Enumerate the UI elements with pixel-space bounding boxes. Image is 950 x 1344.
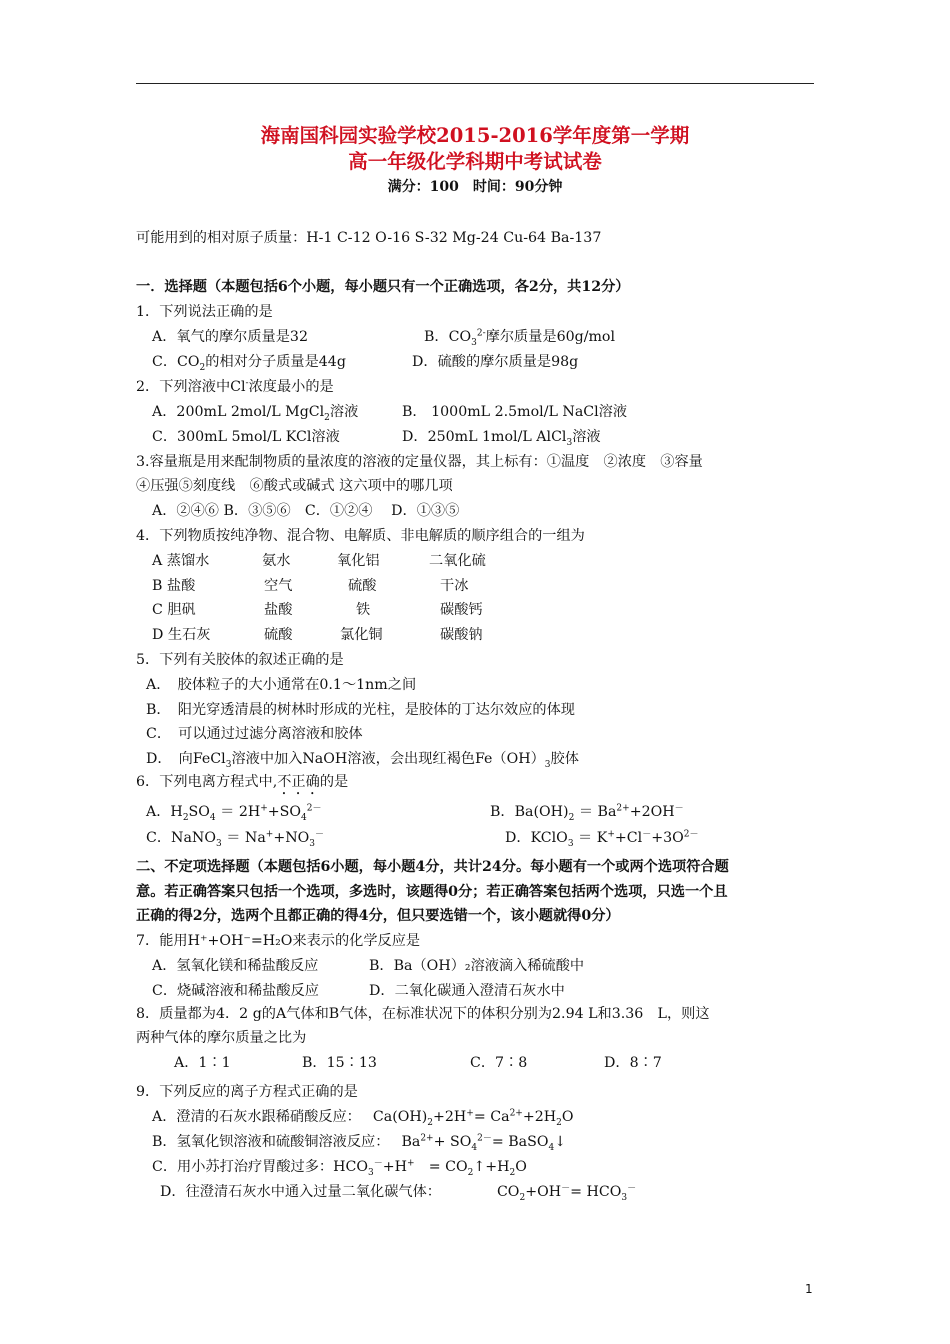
q5-option-b: B． 阳光穿透清晨的树林时形成的光柱，是胶体的丁达尔效应的体现 bbox=[146, 702, 575, 718]
q4-a-mixture: 氨水 bbox=[262, 553, 291, 569]
q7-option-b: B．Ba（OH）₂溶液滴入稀硫酸中 bbox=[369, 958, 585, 974]
exam-title-school: 海南国科园实验学校2015-2016学年度第一学期 bbox=[260, 124, 690, 147]
q7-option-c: C．烧碱溶液和稀盐酸反应 bbox=[152, 983, 319, 999]
q2-options-ab bbox=[152, 402, 832, 422]
q4-c-mixture: 盐酸 bbox=[264, 602, 293, 618]
q4-row-a bbox=[152, 551, 832, 571]
q4-row-b bbox=[152, 576, 832, 596]
q2-option-d: D．250mL 1mol/L AlCl$_3$溶液 bbox=[402, 429, 601, 448]
q7-stem: 7．能用H⁺+OH⁻=H₂O来表示的化学反应是 bbox=[136, 933, 421, 949]
q7-option-d: D．二氧化碳通入澄清石灰水中 bbox=[369, 983, 565, 999]
q4-a-pure: A 蒸馏水 bbox=[152, 553, 210, 569]
q2-option-a: A．200mL 2mol/L MgCl$_2$溶液 bbox=[152, 404, 359, 423]
q4-a-electrolyte: 氧化铝 bbox=[337, 553, 380, 569]
q1-options-ab bbox=[152, 327, 832, 347]
q2-stem: 2．下列溶液中Cl-浓度最小的是 bbox=[136, 378, 334, 395]
exam-title-grade: 高一年级化学科期中考试试卷 bbox=[348, 150, 602, 173]
q5-option-a: A． 胶体粒子的大小通常在0.1～1nm之间 bbox=[146, 677, 417, 693]
q5-option-c: C． 可以通过过滤分离溶液和胶体 bbox=[146, 726, 363, 742]
q7-option-a: A．氢氧化镁和稀盐酸反应 bbox=[152, 958, 319, 974]
q6-option-c: C．NaNO$_3$ ＝ $Na^++NO_3^-$ bbox=[146, 829, 325, 849]
q6-option-d: D．KClO$_3$ ＝ $K^++Cl^-+3O^{2-}$ bbox=[505, 829, 699, 849]
q8-option-c: C．7∶8 bbox=[470, 1055, 528, 1071]
q3-stem-line2: ④压强⑤刻度线 ⑥酸式或碱式 这六项中的哪几项 bbox=[136, 478, 453, 494]
q1-option-a: A．氧气的摩尔质量是32 bbox=[152, 329, 308, 345]
q6-option-a: A．$H_2SO_4 = 2H^++SO_4^{2-}$ bbox=[146, 803, 322, 823]
q9-option-a: A．澄清的石灰水跟稀硝酸反应： $Ca(OH)_2+2H^+= Ca^{2+}+2H_2O$ bbox=[152, 1108, 574, 1128]
q4-d-pure: D 生石灰 bbox=[152, 627, 211, 643]
q4-c-pure: C 胆矾 bbox=[152, 602, 196, 618]
q1-options-cd bbox=[152, 352, 832, 372]
q8-stem-line2: 两种气体的摩尔质量之比为 bbox=[136, 1030, 307, 1046]
atomic-masses: 可能用到的相对原子质量：H-1 C-12 O-16 S-32 Mg-24 Cu-64 Ba-137 bbox=[136, 230, 602, 246]
q5-stem: 5．下列有关胶体的叙述正确的是 bbox=[136, 652, 344, 668]
q4-row-d bbox=[152, 625, 832, 645]
q4-row-c bbox=[152, 600, 832, 620]
q1-option-c: C．$CO_2$的相对分子质量是44g bbox=[152, 354, 346, 373]
q9-stem: 9．下列反应的离子方程式正确的是 bbox=[136, 1084, 358, 1100]
q2-option-c: C．300mL 5mol/L KCl溶液 bbox=[152, 429, 340, 445]
q8-option-d: D．8∶7 bbox=[604, 1055, 662, 1071]
q4-c-electrolyte: 铁 bbox=[356, 602, 371, 618]
header-rule bbox=[136, 83, 814, 84]
exam-meta: 满分：100 时间：90分钟 bbox=[387, 179, 563, 195]
q9-option-d: D．往澄清石灰水中通入过量二氧化碳气体： $CO_2+OH^-= HCO_3^-$ bbox=[160, 1183, 637, 1203]
q4-stem: 4．下列物质按纯净物、混合物、电解质、非电解质的顺序组合的一组为 bbox=[136, 528, 585, 544]
section2-heading-line2: 意。若正确答案只包括一个选项，多选时，该题得0分；若正确答案包括两个选项，只选一个且 bbox=[136, 884, 728, 900]
q4-b-electrolyte: 硫酸 bbox=[348, 578, 377, 594]
section2-heading-line3: 正确的得2分，选两个且都正确的得4分，但只要选错一个，该小题就得0分） bbox=[136, 908, 620, 924]
q6-emphasis: 不正确 bbox=[277, 774, 320, 790]
q1-stem: 1．下列说法正确的是 bbox=[136, 304, 273, 320]
q4-c-nonelectrolyte: 碳酸钙 bbox=[440, 602, 483, 618]
q4-d-nonelectrolyte: 碳酸钠 bbox=[440, 627, 483, 643]
q9-option-b: B．氢氧化钡溶液和硫酸铜溶液反应： $Ba^{2+}+ SO_4^{2-}=$ BaSO$_4$↓ bbox=[152, 1133, 567, 1153]
q1-option-b: B．$CO_3^{2-}$摩尔质量是60g/mol bbox=[424, 328, 616, 348]
q8-option-a: A．1∶1 bbox=[174, 1055, 231, 1071]
q6-stem: 6．下列电离方程式中,不正确的是 bbox=[136, 774, 349, 790]
page-number: 1 bbox=[805, 1282, 813, 1296]
section1-heading: 一．选择题（本题包括6个小题，每小题只有一个正确选项，各2分，共12分） bbox=[136, 279, 630, 295]
q9-option-c: C．用小苏打治疗胃酸过多：$HCO_3^-+H^+$ = $CO_2↑+H_2O$ bbox=[152, 1158, 527, 1178]
q2-option-b: B． 1000mL 2.5mol/L NaCl溶液 bbox=[402, 404, 628, 420]
q4-b-mixture: 空气 bbox=[264, 578, 293, 594]
q8-option-b: B．15∶13 bbox=[302, 1055, 377, 1071]
q1-option-d: D．硫酸的摩尔质量是98g bbox=[412, 354, 579, 370]
q4-d-electrolyte: 氯化铜 bbox=[340, 627, 383, 643]
q3-options: A．②④⑥ B．③⑤⑥ C．①②④ D．①③⑤ bbox=[152, 503, 460, 519]
q3-stem-line1: 3.容量瓶是用来配制物质的量浓度的溶液的定量仪器，其上标有：①温度 ②浓度 ③容量 bbox=[136, 454, 703, 470]
q8-stem-line1: 8．质量都为4．2 g的A气体和B气体，在标准状况下的体积分别为2.94 L和3.36 L，则这 bbox=[136, 1006, 710, 1022]
q4-b-pure: B 盐酸 bbox=[152, 578, 196, 594]
section2-heading-line1: 二、不定项选择题（本题包括6小题，每小题4分，共计24分。每小题有一个或两个选项符合题 bbox=[136, 859, 729, 875]
q4-b-nonelectrolyte: 干冰 bbox=[440, 578, 469, 594]
q2-options-cd bbox=[152, 427, 832, 447]
q5-option-d: D． 向FeCl$_3$溶液中加入NaOH溶液，会出现红褐色$Fe(OH)_3$胶体 bbox=[146, 751, 579, 770]
q4-a-nonelectrolyte: 二氧化硫 bbox=[429, 553, 486, 569]
q4-d-mixture: 硫酸 bbox=[264, 627, 293, 643]
q6-option-b: B．$Ba(OH)_2 = Ba^{2+}+2OH^-$ bbox=[490, 803, 684, 823]
